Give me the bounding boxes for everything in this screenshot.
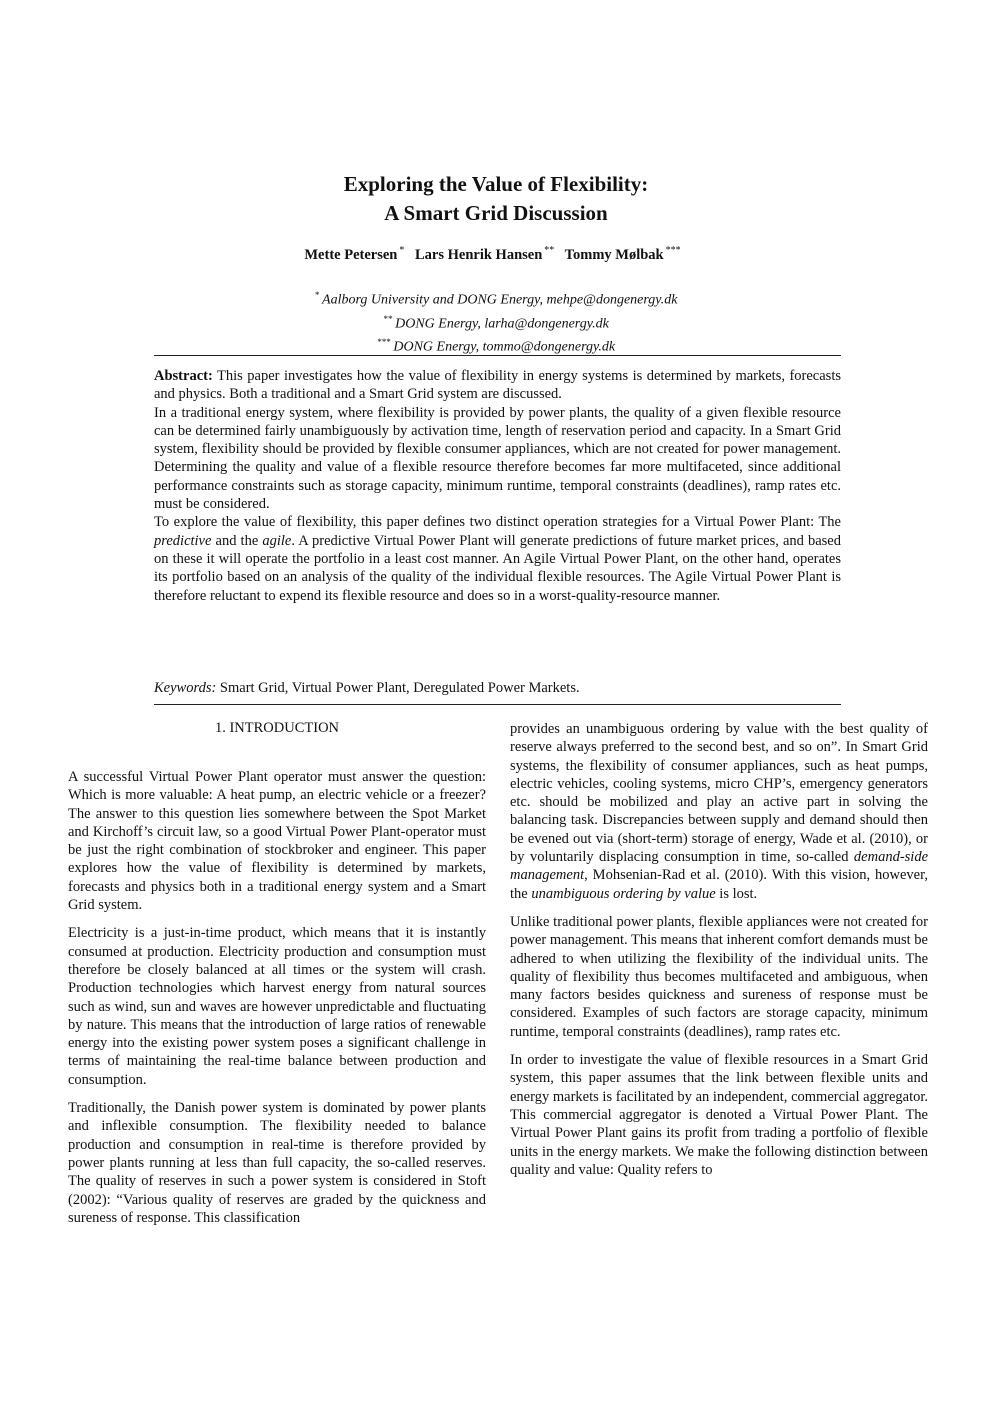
body-text: provides an unambiguous ordering by value with the best quality of reserve always preferred to the second best, and so on”. In Smart Grid systems, the flexibility of consumer appliances, such as heat pumps, electric vehicles, cooling systems, micro CHP’s, emergency generators etc. should be mobilized and play an active part in solving the balancing task. Discrepancies between supply and demand should then be evened out via (short-term) storage of energy, Wade et al. (2010), or by voluntarily displacing consumption in time, so-called [510,721,928,866]
affiliation-mark: ** [383,313,393,324]
affiliation-line [0,286,992,310]
author-name: Lars Henrik Hansen [414,246,543,263]
keywords-label: Keywords: [154,680,217,696]
title-line-1: Exploring the Value of Flexibility: [343,172,649,196]
body-emphasis: unambiguous ordering by value [531,885,716,902]
body-paragraph [510,720,928,903]
keywords-text: Smart Grid, Virtual Power Plant, Deregulated Power Markets. [219,680,580,696]
author-mark: * [399,245,405,256]
abstract-bottom-rule [154,704,841,705]
affiliation-line [0,333,992,357]
author-name: Mette Petersen [304,246,398,263]
affiliation-line [0,310,992,334]
body-paragraph: A successful Virtual Power Plant operator must answer the question: Which is more valuable: A heat pump, an electric vehicle or a freezer? The answer to this question lies somewhere between the Spot Market and Kirchoff’s circuit law, so a good Virtual Power Plant-operator must be just the right combination of stockbroker and engineer. This paper explores how the value of flexibility is determined by markets, forecasts and physics both in a traditional energy system and a Smart Grid system. [68,769,486,914]
body-paragraph: Electricity is a just-in-time product, which means that it is instantly consumed at production. Electricity production and consumption must therefore be closely balanced at all times or the system will crash. Production technologies which harvest energy from natural sources such as wind, sun and waves are however unpredictable and fluctuating by nature. This means that the introduction of large ratios of renewable energy into the existing power system poses a significant challenge in terms of maintaining the real-time balance between production and consumption. [68,925,486,1088]
abstract-text: This paper investigates how the value of flexibility in energy systems is determined by markets, forecasts and physics. Both a traditional and a Smart Grid system are discussed. [154,368,841,403]
section-heading: 1. INTRODUCTION [214,720,340,736]
affiliation-mark: *** [376,337,391,348]
right-column [510,720,928,1189]
title-line-2: A Smart Grid Discussion [384,201,608,225]
affiliations [0,286,992,357]
body-emphasis: demand-side management [510,849,928,884]
abstract-paragraph [154,367,841,404]
paper-title [0,170,992,228]
author-name: Tommy Mølbak [564,246,664,263]
body-paragraph: In order to investigate the value of flexible resources in a Smart Grid system, this paper assumes that the link between flexible units and energy markets is facilitated by an independent, commercial aggregator. This commercial aggregator is denoted a Virtual Power Plant. The Virtual Power Plant gains its profit from trading a portfolio of flexible units in the energy markets. We make the following distinction between quality and value: Quality refers to [510,1052,928,1178]
body-paragraph: Traditionally, the Danish power system is dominated by power plants and inflexible consumption. The flexibility needed to balance production and consumption in real-time is therefore provided by power plants running at less than full capacity, the so-called reserves. The quality of reserves in such a power system is considered in Stoft (2002): “Various quality of reserves are graded by the quickness and sureness of response. This classification [68,1100,486,1226]
abstract-label: Abstract: [154,368,213,384]
left-column [68,768,486,1237]
author-mark: *** [665,245,681,256]
author-mark: ** [544,245,555,256]
body-text: , Mohsenian-Rad et al. (2010). With this vision, however, the [510,867,928,902]
affiliation-text: Aalborg University and DONG Energy, mehpe@dongenergy.dk [322,292,678,308]
abstract-paragraph: In a traditional energy system, where flexibility is provided by power plants, the quality of a given flexible resource can be determined fairly unambiguously by activation time, length of reservation period and capacity. In a Smart Grid system, flexibility should be provided by flexible consumer appliances, which are not created for power management. Determining the quality and value of a flexible resource therefore becomes far more multifaceted, since additional performance constraints such as storage capacity, minimum runtime, temporal constraints (deadlines), ramp rates etc. must be considered. [154,404,841,513]
abstract-emphasis: predictive [154,532,212,549]
body-text: is lost. [715,885,758,902]
abstract-top-rule [154,355,841,356]
author-list [0,245,992,264]
abstract-emphasis: agile [262,532,292,549]
abstract-text: . A predictive Virtual Power Plant will generate predictions of future market prices, and based on these it will operate the portfolio in a least cost manner. An Agile Virtual Power Plant, on the other hand, operates its portfolio based on an analysis of the quality of the individual flexible resources. The Agile Virtual Power Plant is therefore reluctant to expend its flexible resource and does so in a worst-quality-resource manner. [154,532,841,604]
abstract [154,367,841,605]
abstract-paragraph [154,513,841,604]
affiliation-text: DONG Energy, larha@dongenergy.dk [395,316,609,332]
abstract-text: and the [211,532,263,549]
abstract-text: To explore the value of flexibility, this paper defines two distinct operation strategies for a Virtual Power Plant: The [154,514,841,531]
keywords [154,679,841,697]
affiliation-mark: * [314,290,320,300]
affiliation-text: DONG Energy, tommo@dongenergy.dk [393,339,616,355]
body-paragraph: Unlike traditional power plants, flexible appliances were not created for power management. This means that inherent comfort demands must be adhered to when utilizing the flexibility of the individual units. The quality of flexibility thus becomes multifaceted and ambiguous, when many factors besides quickness and sureness of response must be considered. Examples of such factors are storage capacity, minimum runtime, temporal constraints (deadlines), ramp rates etc. [510,913,928,1040]
